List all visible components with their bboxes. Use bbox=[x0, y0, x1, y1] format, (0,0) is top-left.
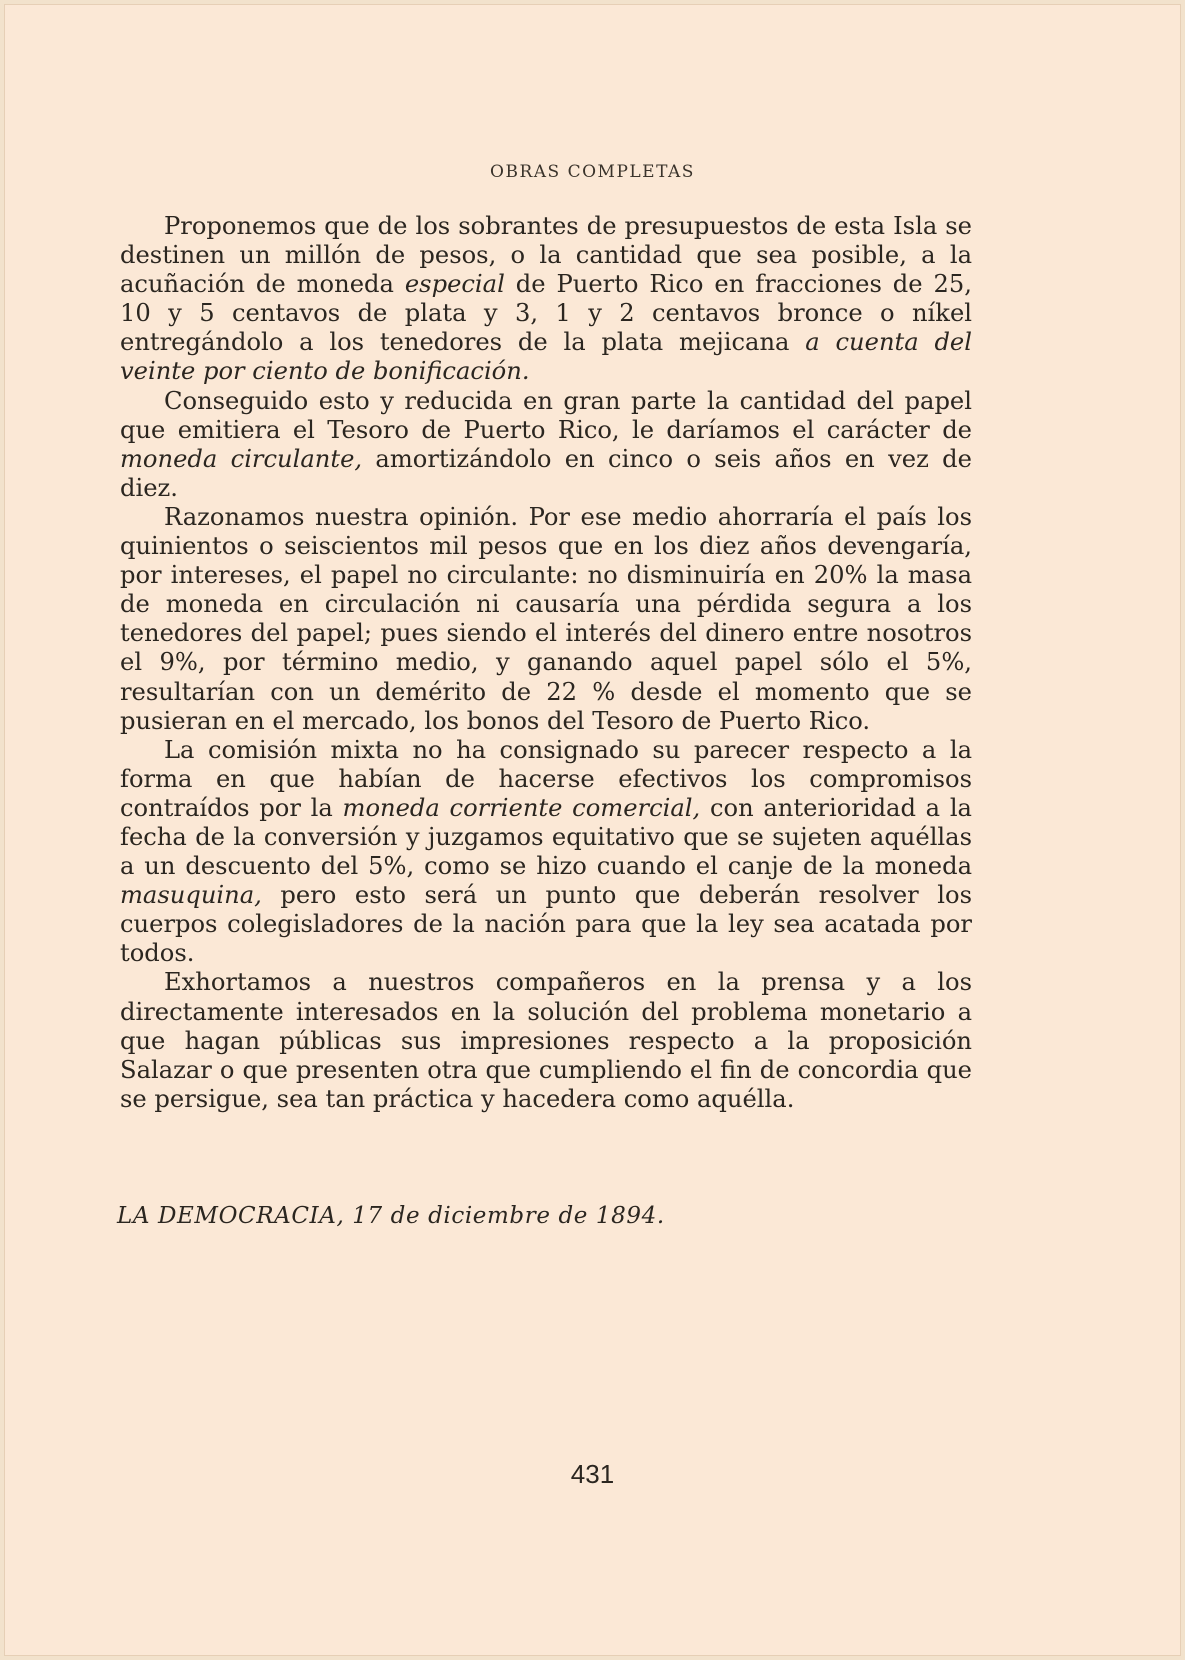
text-segment: de Puerto Rico en fracciones de 25, 10 y 5 centavos de plata y 3, 1 y 2 centavos bronce o níkel entregándolo a los tenedores de la plata mejicana bbox=[120, 270, 972, 357]
text-segment: Razonamos nuestra opinión. Por ese medio ahorraría el país los quinientos o seiscientos mil pesos que en los diez años devengaría, por intereses, el papel no circulante: no disminuiría en 20% la masa de moneda en circulación ni causaría una pérdida segura a los tenedores del papel; pues siendo el interés del dinero entre nosotros el 9%, por término medio, y ganando aquel papel sólo el 5%, resultarían con un demérito de 22 % desde el momento que se pusieran en el mercado, los bonos del Tesoro de Puerto Rico. bbox=[120, 502, 972, 735]
text-segment: pero esto será un punto que deberán resolver los cuerpos colegisladores de la nación para que la ley sea acatada por todos. bbox=[120, 881, 972, 968]
text-segment: La comisión mixta no ha consignado su parecer respecto a la forma en que habían de hacerse efectivos los compromisos contraídos por la bbox=[120, 735, 972, 822]
text-segment-italic: moneda corriente comercial, bbox=[342, 793, 701, 822]
source-signature: LA DEMOCRACIA, 17 de diciembre de 1894. bbox=[117, 1203, 665, 1229]
running-head: OBRAS COMPLETAS bbox=[490, 162, 695, 182]
text-segment: Proponemos que de los sobrantes de presupuestos de esta Isla se destinen un millón de pesos, o la cantidad que sea posible, a la acuñación de moneda bbox=[120, 212, 972, 299]
paragraph bbox=[120, 387, 972, 503]
text-segment: amortizándolo en cinco o seis años en vez de diez. bbox=[120, 444, 972, 502]
paragraph bbox=[120, 968, 972, 1113]
paragraph bbox=[120, 212, 972, 387]
paragraph bbox=[120, 503, 972, 736]
text-segment-italic: a cuenta del veinte por ciento de bonificación. bbox=[120, 328, 972, 386]
text-segment: Conseguido esto y reducida en gran parte la cantidad del papel que emitiera el Tesoro de Puerto Rico, le daríamos el carácter de bbox=[120, 386, 972, 444]
text-segment: Exhortamos a nuestros compañeros en la prensa y a los directamente interesados en la solución del problema monetario a que hagan públicas sus impresiones respecto a la proposición Salazar o que presenten otra que cumpliendo el fin de concordia que se persigue, sea tan práctica y hacedera como aquélla. bbox=[120, 968, 972, 1113]
text-segment-italic: masuquina, bbox=[120, 881, 262, 910]
page-number: 431 bbox=[570, 1459, 615, 1489]
paragraph bbox=[120, 736, 972, 969]
text-segment-italic: moneda circulante, bbox=[120, 444, 363, 473]
text-segment: con anterioridad a la fecha de la conversión y juzgamos equitativo que se sujeten aquéllas a un descuento del 5%, como se hizo cuando el canje de la moneda bbox=[120, 793, 972, 881]
text-segment-italic: especial bbox=[404, 270, 505, 299]
body-text bbox=[120, 212, 972, 1114]
